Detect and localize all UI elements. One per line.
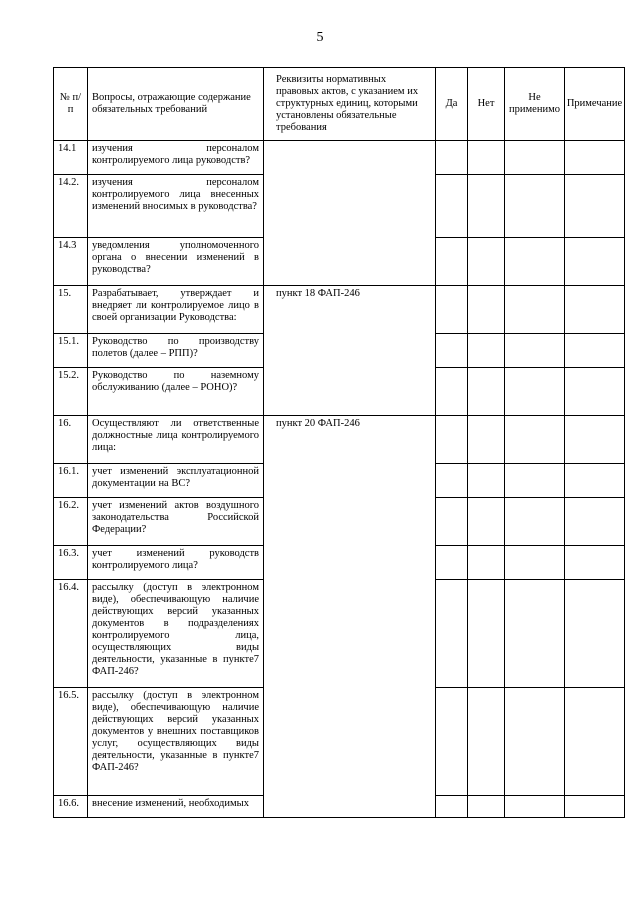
cell-yes [436, 334, 468, 368]
header-note: Примечание [565, 68, 625, 141]
cell-note [565, 141, 625, 175]
cell-na [505, 416, 565, 464]
cell-no [468, 796, 505, 818]
cell-na [505, 141, 565, 175]
cell-no [468, 334, 505, 368]
cell-na [505, 286, 565, 334]
row-num: 16. [54, 416, 88, 464]
row-requisite: пункт 20 ФАП-246 [264, 416, 436, 818]
cell-yes [436, 368, 468, 416]
row-question: рассылку (доступ в электронном виде), обеспечивающую наличие действующих версий указанных документов у внешних поставщиков услуг, осуществляющих виды деятельности, указанные в пункте7 ФАП-246? [88, 688, 264, 796]
row-num: 16.6. [54, 796, 88, 818]
cell-note [565, 796, 625, 818]
cell-na [505, 580, 565, 688]
cell-yes [436, 498, 468, 546]
row-num: 16.1. [54, 464, 88, 498]
cell-no [468, 286, 505, 334]
row-num: 16.5. [54, 688, 88, 796]
cell-na [505, 368, 565, 416]
cell-no [468, 464, 505, 498]
header-requisites: Реквизиты нормативных правовых актов, с указанием их структурных единиц, которыми установлены обязательные требования [264, 68, 436, 141]
cell-no [468, 175, 505, 238]
cell-note [565, 416, 625, 464]
row-question: Руководство по наземному обслуживанию (далее – РОНО)? [88, 368, 264, 416]
cell-note [565, 334, 625, 368]
cell-note [565, 238, 625, 286]
cell-na [505, 796, 565, 818]
cell-yes [436, 796, 468, 818]
row-question: учет изменений актов воздушного законодательства Российской Федерации? [88, 498, 264, 546]
row-num: 15. [54, 286, 88, 334]
row-question: Разрабатывает, утверждает и внедряет ли контролируемое лицо в своей организации Руководства: [88, 286, 264, 334]
cell-no [468, 498, 505, 546]
cell-na [505, 688, 565, 796]
cell-note [565, 286, 625, 334]
cell-no [468, 416, 505, 464]
row-question: Осуществляют ли ответственные должностные лица контролируемого лица: [88, 416, 264, 464]
cell-yes [436, 416, 468, 464]
cell-no [468, 546, 505, 580]
row-num: 14.1 [54, 141, 88, 175]
header-num: № п/п [54, 68, 88, 141]
row-question: учет изменений эксплуатационной документации на ВС? [88, 464, 264, 498]
row-requisite [264, 141, 436, 286]
row-num: 14.3 [54, 238, 88, 286]
cell-note [565, 498, 625, 546]
cell-note [565, 175, 625, 238]
row-num: 15.2. [54, 368, 88, 416]
row-question: внесение изменений, необходимых [88, 796, 264, 818]
cell-na [505, 546, 565, 580]
cell-na [505, 498, 565, 546]
row-question: изучения персоналом контролируемого лица руководств? [88, 141, 264, 175]
cell-note [565, 688, 625, 796]
requirements-table [53, 67, 625, 818]
cell-yes [436, 688, 468, 796]
cell-yes [436, 175, 468, 238]
cell-note [565, 464, 625, 498]
row-question: изучения персоналом контролируемого лица внесенных изменений вносимых в руководства? [88, 175, 264, 238]
cell-na [505, 238, 565, 286]
row-num: 15.1. [54, 334, 88, 368]
cell-na [505, 464, 565, 498]
cell-no [468, 580, 505, 688]
header-na: Не применимо [505, 68, 565, 141]
cell-no [468, 688, 505, 796]
cell-yes [436, 546, 468, 580]
row-num: 14.2. [54, 175, 88, 238]
table-row [54, 141, 625, 175]
row-requisite: пункт 18 ФАП-246 [264, 286, 436, 416]
cell-note [565, 546, 625, 580]
cell-yes [436, 141, 468, 175]
cell-note [565, 580, 625, 688]
row-question: Руководство по производству полетов (далее – РПП)? [88, 334, 264, 368]
row-question: рассылку (доступ в электронном виде), обеспечивающую наличие действующих версий указанных документов в подразделениях контролируемого лица, осуществляющих виды деятельности, указанные в пункте7 ФАП-246? [88, 580, 264, 688]
cell-yes [436, 464, 468, 498]
cell-yes [436, 580, 468, 688]
cell-na [505, 334, 565, 368]
header-row [54, 68, 625, 141]
header-yes: Да [436, 68, 468, 141]
cell-yes [436, 286, 468, 334]
header-question: Вопросы, отражающие содержание обязательных требований [88, 68, 264, 141]
cell-yes [436, 238, 468, 286]
header-no: Нет [468, 68, 505, 141]
row-question: учет изменений руководств контролируемого лица? [88, 546, 264, 580]
table-row [54, 286, 625, 334]
cell-note [565, 368, 625, 416]
cell-no [468, 141, 505, 175]
table-row [54, 416, 625, 464]
row-num: 16.4. [54, 580, 88, 688]
cell-no [468, 368, 505, 416]
page-number: 5 [316, 30, 324, 45]
row-question: уведомления уполномоченного органа о внесении изменений в руководства? [88, 238, 264, 286]
row-num: 16.3. [54, 546, 88, 580]
cell-na [505, 175, 565, 238]
cell-no [468, 238, 505, 286]
row-num: 16.2. [54, 498, 88, 546]
